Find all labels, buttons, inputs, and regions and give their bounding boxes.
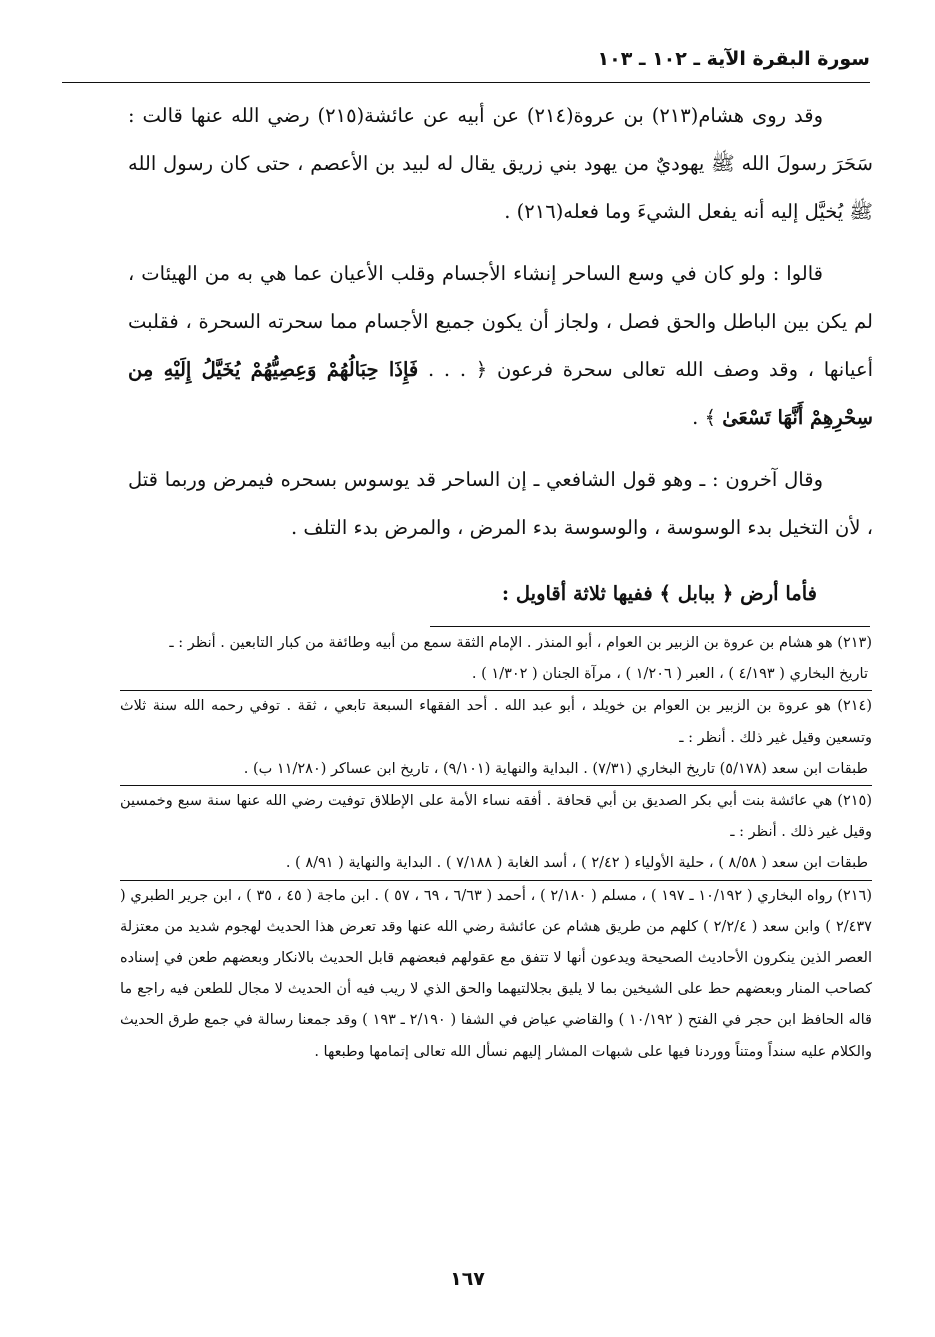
paragraph-4: فأما أرض ﴿ ببابل ﴾ ففيها ثلاثة أقاويل : [501,582,817,605]
quran-close-bracket: ﴾ . [692,406,716,429]
page-number: ١٦٧ [450,1268,485,1290]
header-title: سورة البقرة الآية ـ ١٠٢ ـ ١٠٣ [597,48,870,70]
footnote-215: (٢١٥) هي عائشة بنت أبي بكر الصديق بن أبي قحافة . أفقه نساء الأمة على الإطلاق توفيت رضي الله عنها سنة سبع وخمسين وقيل غير ذلك . أنظر : ـ [120,793,872,841]
footnote-216: (٢١٦) رواه البخاري ( ١٠/١٩٢ ـ ١٩٧ ) ، مسلم ( ٢/١٨٠ ) ، أحمد ( ٦/٦٣ ، ٦٩ ، ٥٧ ) . ابن ماجة ( ٤٥ ، ٣٥ ) ، ابن جرير الطبري ( ٢/٤٣٧ ) وابن سعد ( ٢/٢/٤ ) كلهم من طريق هشام عن عائشة رضي الله عنها وقد تعرض هذا الحديث لهجوم شديد من معتزلة العصر الذين ينكرون الأحاديث الصحيحة ويدعون أنها لا تتفق مع عقولهم فبعضهم قابل الحديث بالانكار وبعضهم طعن في إسناده كصاحب المنار وبعضهم حط على الشيخين بما لا يليق بجلالتيهما والحق الذي لا ريب فيه أن الحديث لا مجال للطعن فيه راجع ما قاله الحافظ ابن حجر في الفتح ( ١٠/١٩٢ ) والقاضي عياض في الشفا ( ٢/١٩٠ ـ ١٩٣ ) وقد جمعنا رسالة في جمع طرق الحديث والكلام عليه سنداً ومتناً ووردنا فيها على شبهات المشار إليهم نسأل الله تعالى إتمامها وطبعها . [120,887,872,1060]
paragraph-1: وقد روى هشام(٢١٣) بن عروة(٢١٤) عن أبيه عن عائشة(٢١٥) رضي الله عنها قالت : سَحَرَ رسولَ الله ﷺ يهوديٌ من يهود بني زريق يقال له لبيد بن الأعصم ، حتى كان رسول الله ﷺ يُخيَّل إليه أنه يفعل الشيءَ وما فعله(٢١٦) . [128,104,873,223]
footnotes [120,628,872,1068]
paragraph-2 [128,250,873,442]
quran-verse: فَإِذَا حِبَالُهُمْ وَعِصِيُّهُمْ يُخَيَّلُ إِلَيْهِ مِن سِحْرِهِمْ أَنَّهَا تَسْعَىٰ [128,358,873,429]
running-header [62,42,870,83]
footnote-213: (٢١٣) هو هشام بن عروة بن الزبير بن العوام ، أبو المنذر . الإمام الثقة سمع من أبيه وطائفة من كبار التابعين . أنظر : ـ [169,635,872,651]
footnote-divider [430,626,870,627]
footnote-214-sources: طبقات ابن سعد (٥/١٧٨) تاريخ البخاري (٧/٣١) . البداية والنهاية (٩/١٠١) ، تاريخ ابن عساكر (١١/٢٨٠ ب) . [243,760,868,777]
footnote-214: (٢١٤) هو عروة بن الزبير بن العوام بن خويلد ، أبو عبد الله . أحد الفقهاء السبعة تابعي ، ثقة . توفي رحمه الله سنة ثلاث وتسعين وقيل غير ذلك . أنظر : ـ [120,698,872,746]
paragraph-2-text: قالوا : ولو كان في وسع الساحر إنشاء الأجسام وقلب الأعيان عما هي به من الهيئات ، لم يكن بين الباطل والحق فصل ، ولجاز أن يكون جميع الأجسام مما سحرته السحرة ، فقلبت أعيانها ، وقد وصف الله تعالى سحرة فرعون ﴿ . . . [128,262,873,381]
footnote-213-sources: تاريخ البخاري ( ٤/١٩٣ ) ، العبر ( ١/٢٠٦ ) ، مرآة الجنان ( ١/٣٠٢ ) . [471,666,868,683]
paragraph-3: وقال آخرون : ـ وهو قول الشافعي ـ إن الساحر قد يوسوس بسحره فيمرض وربما قتل ، لأن التخيل بدء الوسوسة ، والوسوسة بدء المرض ، والمرض بدء التلف . [128,468,873,539]
main-text [128,92,873,632]
footnote-215-sources: طبقات ابن سعد ( ٨/٥٨ ) ، حلية الأولياء ( ٢/٤٢ ) ، أسد الغابة ( ٧/١٨٨ ) . البداية والنهاية ( ٨/٩١ ) . [285,855,868,872]
